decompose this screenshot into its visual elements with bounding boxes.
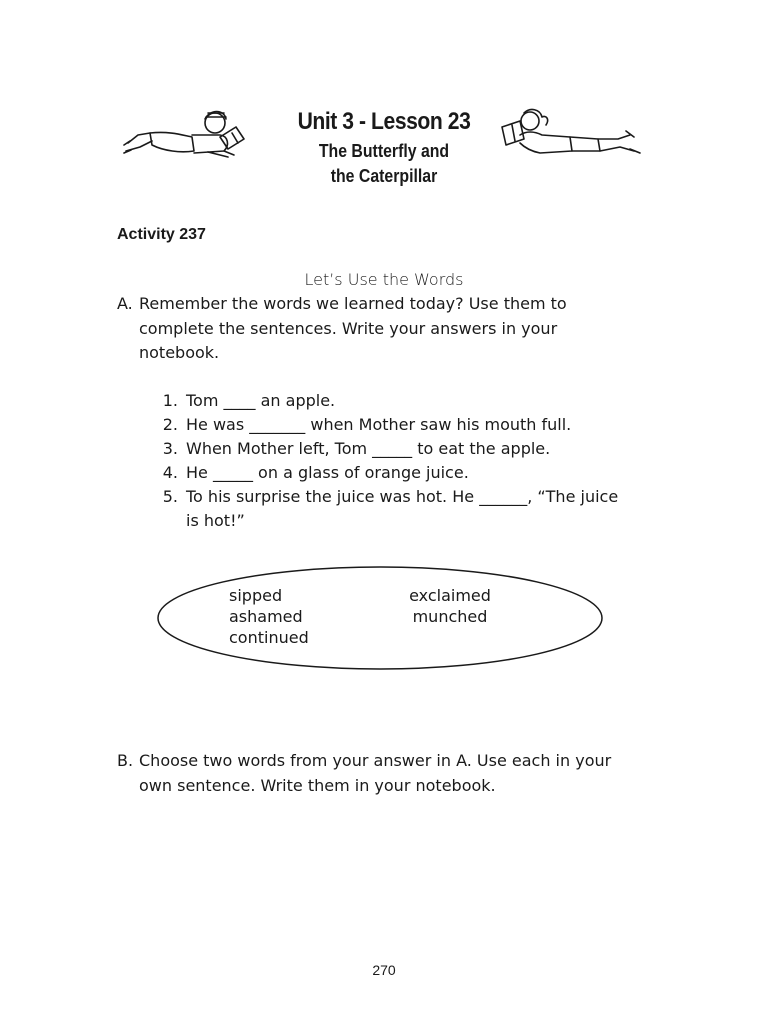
part-b-line: own sentence. Write them in your notebook. <box>139 775 496 795</box>
list-item: 5. To his surprise the juice was hot. He ______, “The juice is hot!” <box>162 487 619 530</box>
page-number: 270 <box>372 962 396 978</box>
word-bank-left-column <box>229 585 309 648</box>
sentence-list <box>160 389 680 533</box>
part-b <box>117 749 677 798</box>
part-a-line: Remember the words we learned today? Use them to <box>139 294 567 313</box>
list-item: 2. He was _______ when Mother saw his mouth full. <box>162 415 572 434</box>
part-a <box>117 292 677 366</box>
list-item: 4. He _____ on a glass of orange juice. <box>162 463 469 482</box>
unit-title: Unit 3 - Lesson 23 <box>297 108 471 135</box>
part-a-line: complete the sentences. Write your answers in your <box>139 318 558 338</box>
list-item: 1. Tom ____ an apple. <box>162 391 336 410</box>
word-bank-word: sipped <box>229 586 283 605</box>
word-bank-word: ashamed <box>229 607 303 626</box>
part-b-line: Choose two words from your answer in A. Use each in your <box>139 751 612 770</box>
word-bank-word: continued <box>229 628 309 647</box>
section-heading: Let’s Use the Words <box>304 270 464 289</box>
lesson-title-line2: the Caterpillar <box>330 166 438 186</box>
activity-label: Activity 237 <box>117 226 206 243</box>
list-item: 3. When Mother left, Tom _____ to eat the apple. <box>162 439 551 458</box>
part-a-line: notebook. <box>139 343 220 362</box>
word-bank-oval <box>150 560 610 676</box>
word-bank-right-column <box>403 585 497 627</box>
lesson-title-line1: The Butterfly and <box>318 141 450 161</box>
part-a-label: A. <box>117 294 133 313</box>
part-b-label: B. <box>117 751 134 770</box>
word-bank-word: exclaimed <box>409 586 491 605</box>
word-bank-word: munched <box>412 607 488 626</box>
